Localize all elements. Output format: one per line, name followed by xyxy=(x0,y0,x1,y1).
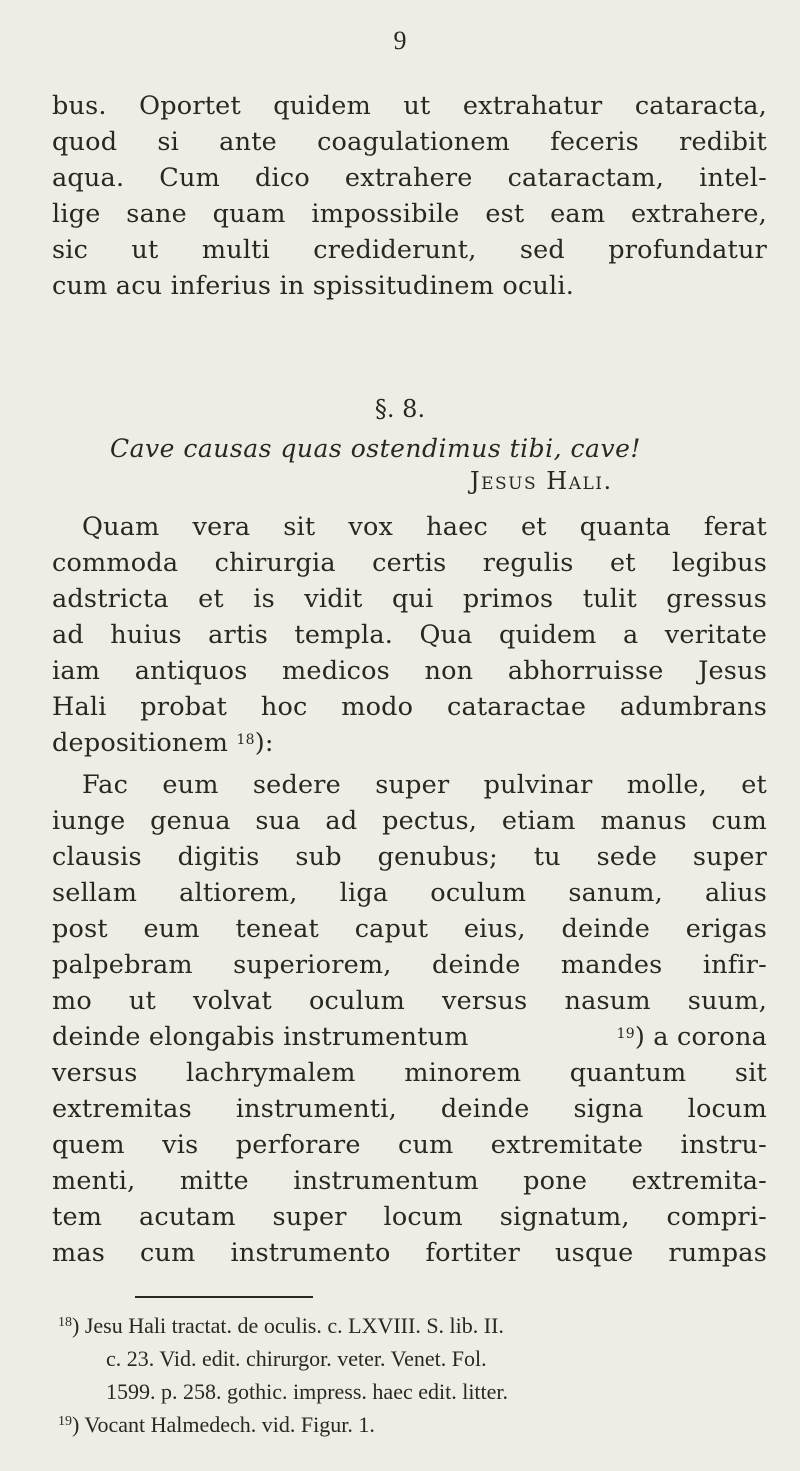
footnote-text: c. 23. Vid. edit. chirurgor. veter. Venet. Fol. xyxy=(106,1346,487,1371)
footnote-mark: 19 xyxy=(58,1414,72,1429)
text-line: Quam vera sit vox haec et quanta ferat xyxy=(82,512,767,542)
text-fragment: ): xyxy=(254,728,274,758)
epigraph-author: Jesus Hali. xyxy=(470,467,613,495)
text-line: iunge genua sua ad pectus, etiam manus cum xyxy=(52,806,767,836)
text-fragment: depositionem xyxy=(52,728,229,758)
footnote-19 xyxy=(58,1408,768,1441)
text-line: sellam altiorem, liga oculum sanum, alius xyxy=(52,878,767,908)
footnotes xyxy=(58,1309,768,1441)
text-line: quem vis perforare cum extremitate instru- xyxy=(52,1130,767,1160)
page-number: 9 xyxy=(393,26,407,55)
footnote-text: 1599. p. 258. gothic. impress. haec edit. litter. xyxy=(106,1379,509,1404)
section-heading: §. 8. xyxy=(374,395,426,423)
footnote-ref: 19 xyxy=(616,1026,635,1042)
text-line: palpebram superiorem, deinde mandes infir- xyxy=(52,950,767,980)
footnote-ref: 18 xyxy=(236,732,255,748)
footnote-18 xyxy=(58,1309,768,1342)
text-line: clausis digitis sub genubus; tu sede super xyxy=(52,842,767,872)
footnote-rule xyxy=(135,1296,313,1298)
text-line xyxy=(52,1019,767,1055)
text-line: cum acu inferius in spissitudinem oculi. xyxy=(52,271,575,301)
text-fragment: deinde elongabis instrumentum xyxy=(52,1022,469,1052)
text-fragment: ) a corona xyxy=(634,1022,767,1052)
paragraph-2 xyxy=(52,509,767,761)
text-fragment-group xyxy=(617,1019,767,1055)
text-line: ad huius artis templa. Qua quidem a veritate xyxy=(52,620,767,650)
text-line: bus. Oportet quidem ut extrahatur cataracta, xyxy=(52,91,767,121)
text-line xyxy=(52,725,767,761)
text-line: tem acutam super locum signatum, compri- xyxy=(52,1202,767,1232)
text-line: adstricta et is vidit qui primos tulit gressus xyxy=(52,584,767,614)
footnote-mark: 18 xyxy=(58,1315,72,1330)
footnote-text: ) Vocant Halmedech. vid. Figur. 1. xyxy=(72,1412,375,1437)
text-line: menti, mitte instrumentum pone extremita- xyxy=(52,1166,767,1196)
text-line: sic ut multi crediderunt, sed profundatur xyxy=(52,235,767,265)
text-line: mo ut volvat oculum versus nasum suum, xyxy=(52,986,767,1016)
text-line: quod si ante coagulationem feceris redibit xyxy=(52,127,767,157)
text-line: mas cum instrumento fortiter usque rumpas xyxy=(52,1238,767,1268)
text-line: Hali probat hoc modo cataractae adumbrans xyxy=(52,692,767,722)
text-line: iam antiquos medicos non abhorruisse Jesus xyxy=(52,656,767,686)
text-line: versus lachrymalem minorem quantum sit xyxy=(52,1058,767,1088)
text-line: extremitas instrumenti, deinde signa locum xyxy=(52,1094,767,1124)
text-line: Fac eum sedere super pulvinar molle, et xyxy=(82,770,767,800)
paragraph-1 xyxy=(52,88,767,304)
text-line: post eum teneat caput eius, deinde erigas xyxy=(52,914,767,944)
footnote-text: ) Jesu Hali tractat. de oculis. c. LXVIII. S. lib. II. xyxy=(72,1313,504,1338)
text-line: lige sane quam impossibile est eam extrahere, xyxy=(52,199,767,229)
text-line: commoda chirurgia certis regulis et legibus xyxy=(52,548,767,578)
epigraph: Cave causas quas ostendimus tibi, cave! xyxy=(110,434,641,463)
text-line: aqua. Cum dico extrahere cataractam, intel- xyxy=(52,163,767,193)
paragraph-3 xyxy=(52,767,767,1271)
